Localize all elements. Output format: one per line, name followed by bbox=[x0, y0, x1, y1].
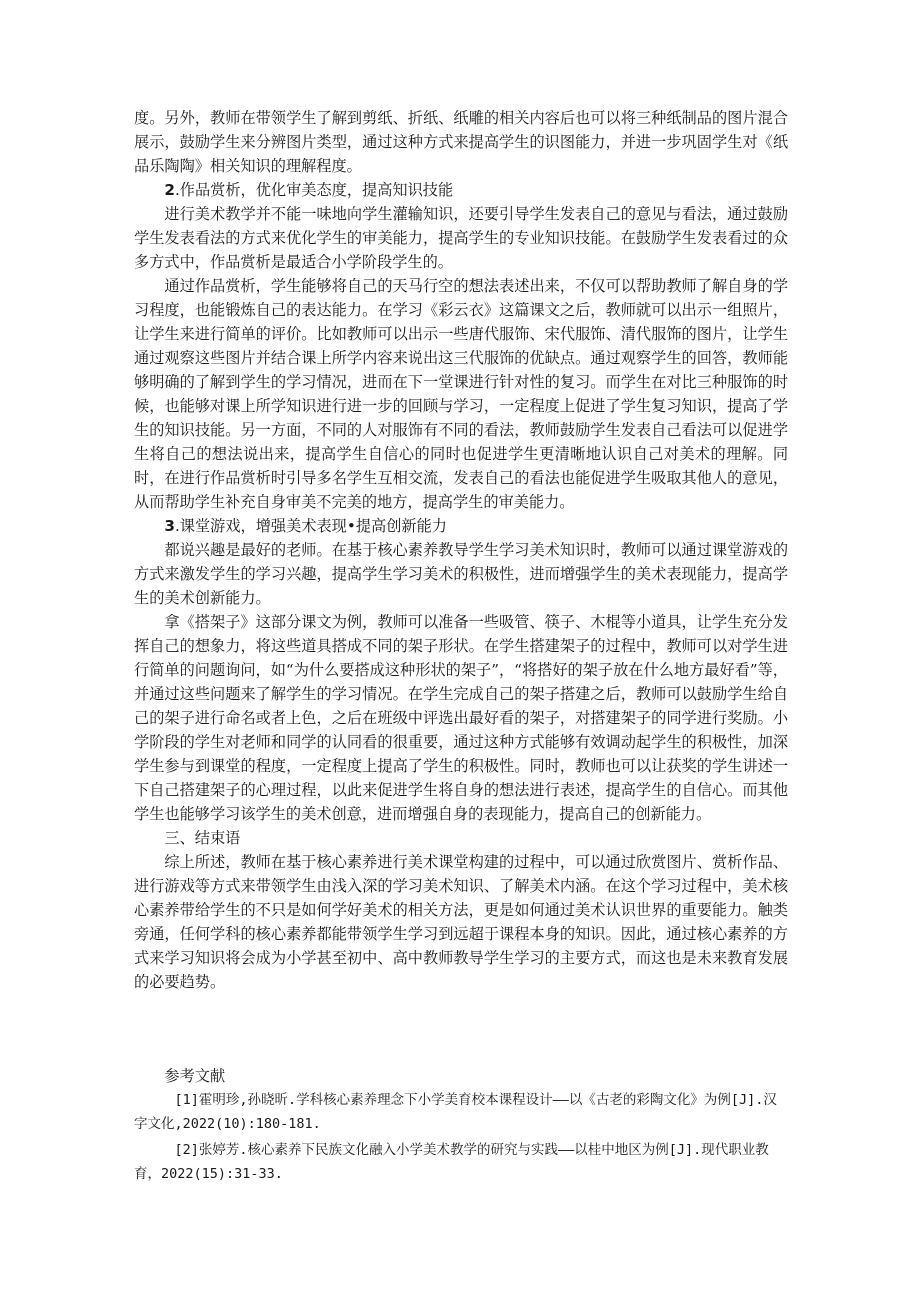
continuation-paragraph: 度。另外，教师在带领学生了解到剪纸、折纸、纸雕的相关内容后也可以将三种纸制品的图片混合展示，鼓励学生来分辨图片类型，通过这种方式来提高学生的识图能力，并进一步巩固学生对《纸品乐陶陶》相关知识的理解程度。 bbox=[134, 109, 788, 175]
section-heading-3 bbox=[134, 514, 788, 538]
body-paragraph: 综上所述，教师在基于核心素养进行美术课堂构建的过程中，可以通过欣赏图片、赏析作品、进行游戏等方式来带领学生由浅入深的学习美术知识、了解美术内涵。在这个学习过程中，美术核心素养带给学生的不只是如何学好美术的相关方法，更是如何通过美术认识世界的重要能力。触类旁通，任何学科的核心素养都能带领学生学习到远超于课程本身的知识。因此，通过核心素养的方式来学习知识将会成为小学甚至初中、高中教师教导学生学习的主要方式，而这也是未来教育发展的必要趋势。 bbox=[134, 853, 788, 991]
body-paragraph: 拿《搭架子》这部分课文为例，教师可以准备一些吸管、筷子、木棍等小道具，让学生充分发挥自己的想象力，将这些道具搭成不同的架子形状。在学生搭建架子的过程中，教师可以对学生进行简单的问题询问，如“为什么要搭成这种形状的架子”，“将搭好的架子放在什么地方最好看”等，并通过这些问题来了解学生的学习情况。在学生完成自己的架子搭建之后，教师可以鼓励学生给自己的架子进行命名或者上色，之后在班级中评选出最好看的架子，对搭建架子的同学进行奖励。小学阶段的学生对老师和同学的认同看的很重要，通过这种方式能够有效调动起学生的积极性，加深学生参与到课堂的程度，一定程度上提高了学生的积极性。同时，教师也可以让获奖的学生讲述一下自己搭建架子的心理过程，以此来促进学生将自身的想法进行表述，提高学生的自信心。而其他学生也能够学习该学生的美术创意，进而增强自身的表现能力，提高自己的创新能力。 bbox=[134, 613, 788, 823]
references-section bbox=[134, 1064, 788, 1188]
heading-text: .作品赏析，优化审美态度，提高知识技能 bbox=[174, 181, 454, 199]
reference-item: [1]霍明珍,孙晓昕.学科核心素养理念下小学美育校本课程设计——以《古老的彩陶文化》为例[J].汉字文化,2022(10):180-181. bbox=[134, 1092, 777, 1132]
body-paragraph: 都说兴趣是最好的老师。在基于核心素养教导学生学习美术知识时，教师可以通过课堂游戏的方式来激发学生的学习兴趣，提高学生学习美术的积极性，进而增强学生的美术表现能力，提高学生的美术创新能力。 bbox=[134, 541, 788, 607]
references-title: 参考文献 bbox=[164, 1067, 226, 1085]
heading-number: 2 bbox=[164, 181, 175, 199]
section-heading-2 bbox=[134, 178, 788, 202]
article-body bbox=[134, 106, 788, 994]
body-paragraph: 进行美术教学并不能一味地向学生灌输知识，还要引导学生发表自己的意见与看法，通过鼓励学生发表看法的方式来优化学生的审美能力，提高学生的专业知识技能。在鼓励学生发表看过的众多方式中，作品赏析是最适合小学阶段学生的。 bbox=[134, 205, 788, 271]
heading-text: .课堂游戏，增强美术表现•提高创新能力 bbox=[174, 517, 447, 535]
body-paragraph: 通过作品赏析，学生能够将自己的天马行空的想法表述出来，不仅可以帮助教师了解自身的学习程度，也能锻炼自己的表达能力。在学习《彩云衣》这篇课文之后，教师就可以出示一组照片，让学生来进行简单的评价。比如教师可以出示一些唐代服饰、宋代服饰、清代服饰的图片，让学生通过观察这些图片并结合课上所学内容来说出这三代服饰的优缺点。通过观察学生的回答，教师能够明确的了解到学生的学习情况，进而在下一堂课进行针对性的复习。而学生在对比三种服饰的时候，也能够对课上所学知识进行进一步的回顾与学习，一定程度上促进了学生复习知识，提高了学生的知识技能。另一方面，不同的人对服饰有不同的看法，教师鼓励学生发表自己看法可以促进学生将自己的想法说出来，提高学生自信心的同时也促进学生更清晰地认识自己对美术的理解。同时，在进行作品赏析时引导多名学生互相交流，发表自己的看法也能促进学生吸取其他人的意见，从而帮助学生补充自身审美不完美的地方，提高学生的审美能力。 bbox=[134, 277, 788, 511]
heading-number: 3 bbox=[164, 517, 175, 535]
reference-item: [2]张婷芳.核心素养下民族文化融入小学美术教学的研究与实践——以桂中地区为例[J].现代职业教育，2022(15):31-33. bbox=[134, 1142, 769, 1182]
conclusion-heading: 三、结束语 bbox=[164, 829, 241, 847]
